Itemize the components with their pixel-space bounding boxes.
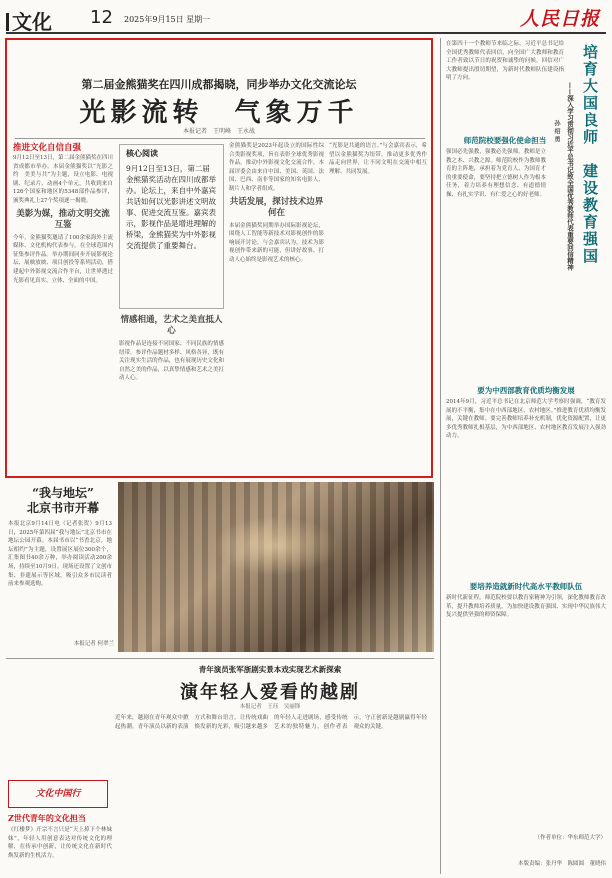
issue-date: 2025年9月15日 星期一 bbox=[124, 15, 211, 24]
page-header bbox=[6, 4, 606, 34]
theater-text: 近年来，越剧在青年观众中掀起热潮。青年演员以新的表演方式和舞台语言，让传统戏曲焕发新的光彩，吸引越来越多的年轻人走进剧场，感受传统艺术的独特魅力。创作者表示，守正创新是越剧赢得年轻观众的关键。 bbox=[115, 715, 427, 730]
section-title bbox=[6, 6, 52, 35]
lead-text-4: 影视作品是连接不同国家、不同民族的情感纽带。参评作品题材多样、风格各异，既有关注现实生活的作品，也有展现历史文化和自然之美的作品，以真挚情感和艺术之美打动人心。 bbox=[119, 341, 224, 382]
lead-column-4 bbox=[329, 142, 427, 476]
lead-text-1: 9月12日至13日，第二届金熊猫奖在四川省成都市举办。本届金熊猫奖以“光影之约 美美与共”为主题，设立电影、电视剧、纪录片、动画4个单元，共收到来自126个国家和地区的5348部作品参评，颁奖典礼上27个奖项逐一揭晓。 bbox=[13, 155, 113, 204]
bookfair-title-2: 北京书市开幕 bbox=[26, 501, 99, 515]
lead-subhead-3: 情感相通，艺术之美直抵人心 bbox=[120, 315, 223, 336]
sidebar-text: 《红楼梦》开宗不言只是“天上掉下个林妹妹”，年轻人用创意表达对传统文化的理解，在传承中创新，让传统文化在新时代焕发新的生机活力。 bbox=[8, 827, 112, 859]
right-column-rule bbox=[440, 38, 441, 874]
lead-subhead-2: 美影为媒，推动文明交流互鉴 bbox=[16, 208, 110, 230]
lead-rule bbox=[15, 138, 425, 139]
bookfair-title-1: “我与地坛” bbox=[32, 486, 94, 500]
right-subhead-3: 要培养造就新时代高水平教师队伍 bbox=[469, 582, 583, 591]
core-reading-text: 9月12日至13日，第二届金熊猫奖活动在四川成都举办。论坛上，来自中外嘉宾共话如何以光影讲述文明故事、促进交流互鉴。嘉宾表示，影视作品是增进理解的桥梁，金熊猫奖为中外影视交流提供了重要舞台。 bbox=[126, 164, 216, 250]
lead-column-1 bbox=[13, 142, 113, 476]
lead-text-2: 今年，金熊猫奖邀请了100余家海外主流媒体、文化机构代表参与，在全球范围内征集参评作品。举办期间同步开展影视论坛、展映放映、项目创投等系列活动，搭建起中外影视交流合作平台，让世界透过光影看见真实、立体、全面的中国。 bbox=[13, 234, 113, 284]
right-text-4: 新时代新征程，师范院校要以教育家精神为引领，深化教师教育改革，提升教师培养质量，为加快建设教育强国、实现中华民族伟大复兴提供坚强的师资保障。 bbox=[446, 595, 606, 619]
sidebar-subhead: Z世代青年的文化担当 bbox=[8, 813, 86, 823]
lead-text-6: “光影是共通的语言。”与会嘉宾表示，希望以金熊猫奖为纽带，推动更多优秀作品走向世界，让不同文明在交流中相互理解、共同发展。 bbox=[329, 143, 427, 175]
core-reading-title: 核心阅读 bbox=[126, 148, 158, 158]
bookfair-photo bbox=[118, 482, 434, 652]
lead-subhead-1: 推进文化自信自强 bbox=[13, 143, 82, 153]
lead-headline: 光影流转 气象万千 bbox=[79, 98, 359, 128]
lead-subhead-4: 共话发展，探讨技术边界何在 bbox=[229, 196, 324, 218]
photo-highlight bbox=[213, 516, 339, 576]
bookfair-headline bbox=[18, 486, 108, 516]
bookfair-text: 本报北京9月14日电（记者张贺）9月13日，2025年第四届“我与地坛”北京书市在地坛公园开幕。本届书市以“书香北京，地坛相约”为主题，设置展区展位300余个，汇集图书40余万种，举办阅读活动200余场，持续至10月9日。现场还设置了文创市集、非遗展示等区域，吸引众多市民读者前来参观选购。 bbox=[8, 521, 112, 588]
page-number: 12 bbox=[90, 7, 113, 28]
lead-text-3: 金熊猫奖是2023年起设立的国际性综合类影视奖项，旨在表彰全球优秀影视作品，推动中外影视文化交流合作。本届评委会由来自中国、美国、英国、法国、巴西、南非等国家的知名电影人、制片人和学者组成。 bbox=[229, 143, 324, 192]
right-author: 孙绍勇 bbox=[553, 120, 560, 144]
right-subhead-2: 要为中西部教育优质均衡发展 bbox=[477, 386, 575, 395]
right-main-title: 培育大国良师 建设教育强国 bbox=[581, 44, 599, 265]
lead-column-3 bbox=[229, 142, 324, 476]
section-bar bbox=[6, 13, 9, 31]
culture-brand-box: 文化中国行 bbox=[8, 780, 108, 808]
core-reading-box bbox=[119, 144, 224, 309]
lead-kicker: 第二届金熊猫奖在四川成都揭晓，同步举办文化交流论坛 bbox=[81, 78, 357, 91]
bookfair-byline: 本报记者 何翠兰 bbox=[73, 641, 114, 647]
lead-story bbox=[5, 38, 433, 478]
right-text-3: 2014年9月，习近平总书记在北京师范大学考察时强调，“教育发展的不平衡，集中在中西部地区、农村地区。”推进教育优质均衡发展，关键在教师。要完善教师培养补充机制，优化资源配置，让更多优秀教师扎根基层，为中西部地区、农村地区教育发展注入强劲动力。 bbox=[446, 399, 606, 440]
page-editors: 本版责编：张丹华 陈圆圆 董晓伟 bbox=[517, 861, 606, 867]
theater-headline: 演年轻人爱看的越剧 bbox=[180, 682, 360, 703]
right-sub-title: ——深入学习贯彻习近平总书记致全国优秀教师代表重要回信精神 bbox=[566, 82, 574, 271]
lead-column-2 bbox=[119, 312, 224, 476]
right-text-1: 在第四十一个教师节来临之际，习近平总书记给全国优秀教师代表回信，向全国广大教师和教育工作者致以节日的祝贺和诚挚的问候。回信对广大教师提出殷切期望，为新时代教师队伍建设指明了方向。 bbox=[446, 41, 564, 82]
lead-text-5: 本届金熊猫奖同期举办国际影视论坛，围绕人工智能等新技术对影视创作的影响展开讨论。与会嘉宾认为，技术为影视创作带来新的可能，但讲好故事、打动人心始终是影视艺术的核心。 bbox=[229, 222, 324, 263]
theater-kicker: 青年演员张军浙剧实景本戏实现艺术新探索 bbox=[198, 665, 342, 674]
lead-byline: 本报记者 王明峰 王永战 bbox=[182, 128, 255, 135]
section-label: 文化 bbox=[12, 10, 52, 34]
newspaper-logo: 人民日报 bbox=[519, 8, 600, 30]
right-footer: （作者单位：华东师范大学） bbox=[534, 835, 606, 841]
right-text-2: 强国必先强教，强教必先强师。教师是立教之本、兴教之源。师范院校作为教师教育的主阵地，承担着为党育人、为国育才的重要使命，要坚持把立德树人作为根本任务，着力培养有理想信念、有道德情操、有扎实学识、有仁爱之心的好老师。 bbox=[446, 149, 546, 198]
theater-byline: 本报记者 王珏 吴丽锋 bbox=[239, 704, 301, 710]
section-divider bbox=[6, 658, 434, 659]
right-subhead-1: 师范院校要强化使命担当 bbox=[463, 136, 547, 145]
